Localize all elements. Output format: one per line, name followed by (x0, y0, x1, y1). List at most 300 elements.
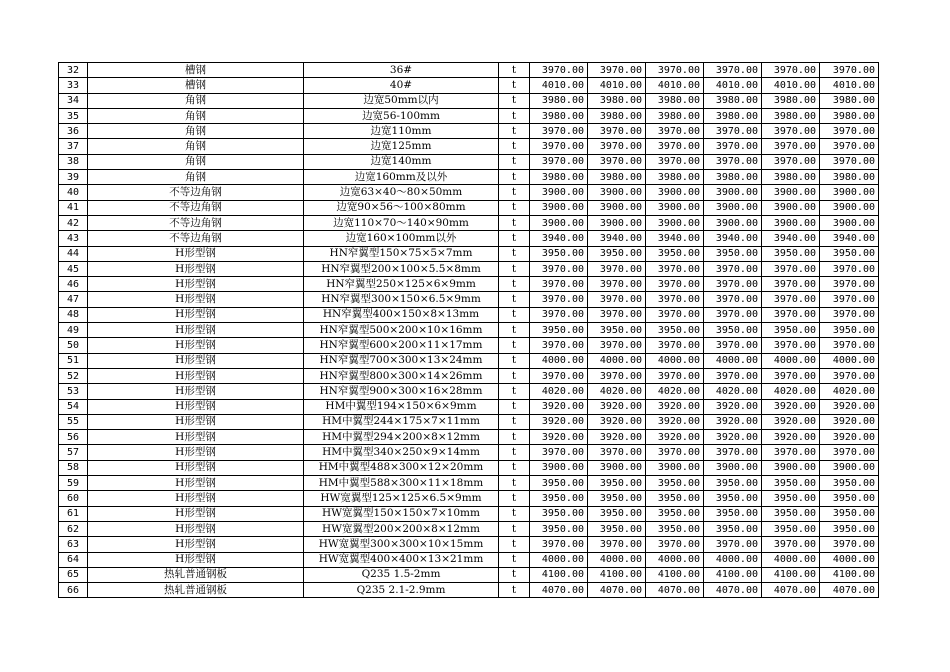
material-name-cell: 不等边角钢 (88, 185, 304, 200)
price-cell: 4100.00 (704, 567, 762, 582)
unit-cell: t (499, 506, 530, 521)
specification-cell: HM中翼型340×250×9×14mm (304, 445, 499, 460)
price-cell: 3970.00 (530, 537, 588, 552)
price-cell: 4020.00 (820, 384, 879, 399)
price-cell: 3970.00 (588, 124, 646, 139)
specification-cell: 边宽160×100mm以外 (304, 231, 499, 246)
price-cell: 3920.00 (762, 414, 820, 429)
price-cell: 3970.00 (820, 368, 879, 383)
price-cell: 3900.00 (704, 200, 762, 215)
material-name-cell: 热轧普通钢板 (88, 583, 304, 598)
price-cell: 3920.00 (588, 430, 646, 445)
price-cell: 3950.00 (588, 491, 646, 506)
unit-cell: t (499, 323, 530, 338)
price-cell: 3950.00 (588, 246, 646, 261)
price-cell: 4100.00 (530, 567, 588, 582)
price-cell: 4010.00 (646, 78, 704, 93)
price-cell: 4010.00 (588, 78, 646, 93)
price-cell: 3950.00 (646, 246, 704, 261)
price-cell: 3900.00 (588, 185, 646, 200)
price-cell: 3950.00 (820, 506, 879, 521)
unit-cell: t (499, 277, 530, 292)
price-cell: 4000.00 (704, 552, 762, 567)
unit-cell: t (499, 307, 530, 322)
material-name-cell: 不等边角钢 (88, 200, 304, 215)
price-cell: 3970.00 (762, 261, 820, 276)
price-cell: 3950.00 (762, 506, 820, 521)
price-cell: 3970.00 (588, 139, 646, 154)
price-cell: 3950.00 (530, 476, 588, 491)
price-cell: 3970.00 (704, 537, 762, 552)
specification-cell: HN窄翼型200×100×5.5×8mm (304, 261, 499, 276)
specification-cell: Q235 1.5-2mm (304, 567, 499, 582)
price-cell: 3900.00 (762, 200, 820, 215)
specification-cell: HN窄翼型700×300×13×24mm (304, 353, 499, 368)
unit-cell: t (499, 185, 530, 200)
table-row (59, 430, 879, 445)
table-row (59, 261, 879, 276)
material-name-cell: 角钢 (88, 139, 304, 154)
material-name-cell: H形型钢 (88, 537, 304, 552)
material-name-cell: H形型钢 (88, 476, 304, 491)
price-cell: 3940.00 (820, 231, 879, 246)
price-cell: 3920.00 (588, 399, 646, 414)
unit-cell: t (499, 368, 530, 383)
price-cell: 3970.00 (646, 368, 704, 383)
price-cell: 3970.00 (646, 292, 704, 307)
price-cell: 3950.00 (820, 521, 879, 536)
price-cell: 3940.00 (704, 231, 762, 246)
price-cell: 3970.00 (762, 139, 820, 154)
price-cell: 3970.00 (820, 261, 879, 276)
price-cell: 4020.00 (588, 384, 646, 399)
unit-cell: t (499, 460, 530, 475)
price-cell: 4000.00 (588, 552, 646, 567)
material-name-cell: 不等边角钢 (88, 215, 304, 230)
price-cell: 3980.00 (646, 170, 704, 185)
price-cell: 4020.00 (704, 384, 762, 399)
price-cell: 3970.00 (820, 154, 879, 169)
specification-cell: HW宽翼型400×400×13×21mm (304, 552, 499, 567)
price-cell: 3920.00 (530, 430, 588, 445)
row-number-cell: 55 (59, 414, 88, 429)
table-row (59, 491, 879, 506)
price-cell: 3980.00 (588, 170, 646, 185)
row-number-cell: 53 (59, 384, 88, 399)
price-cell: 3900.00 (646, 460, 704, 475)
table-row (59, 414, 879, 429)
specification-cell: 边宽125mm (304, 139, 499, 154)
price-cell: 3970.00 (646, 63, 704, 78)
specification-cell: HN窄翼型500×200×10×16mm (304, 323, 499, 338)
price-cell: 3980.00 (704, 108, 762, 123)
price-cell: 3970.00 (588, 307, 646, 322)
price-cell: 3900.00 (646, 215, 704, 230)
row-number-cell: 63 (59, 537, 88, 552)
row-number-cell: 59 (59, 476, 88, 491)
price-cell: 3920.00 (588, 414, 646, 429)
price-cell: 3950.00 (704, 521, 762, 536)
price-cell: 4010.00 (820, 78, 879, 93)
price-cell: 3950.00 (704, 323, 762, 338)
table-row (59, 63, 879, 78)
price-cell: 3950.00 (588, 476, 646, 491)
table-row (59, 93, 879, 108)
material-name-cell: 不等边角钢 (88, 231, 304, 246)
price-cell: 4020.00 (762, 384, 820, 399)
unit-cell: t (499, 521, 530, 536)
price-cell: 3980.00 (820, 170, 879, 185)
table-row (59, 292, 879, 307)
price-cell: 3970.00 (704, 63, 762, 78)
unit-cell: t (499, 338, 530, 353)
specification-cell: HW宽翼型300×300×10×15mm (304, 537, 499, 552)
price-cell: 3980.00 (704, 170, 762, 185)
specification-cell: 40# (304, 78, 499, 93)
price-cell: 3970.00 (820, 537, 879, 552)
material-name-cell: H形型钢 (88, 384, 304, 399)
row-number-cell: 43 (59, 231, 88, 246)
table-row (59, 567, 879, 582)
price-cell: 3970.00 (588, 338, 646, 353)
material-name-cell: H形型钢 (88, 261, 304, 276)
unit-cell: t (499, 583, 530, 598)
material-name-cell: H形型钢 (88, 399, 304, 414)
price-cell: 3970.00 (820, 307, 879, 322)
price-cell: 3980.00 (588, 93, 646, 108)
row-number-cell: 57 (59, 445, 88, 460)
price-cell: 3970.00 (530, 338, 588, 353)
specification-cell: HN窄翼型250×125×6×9mm (304, 277, 499, 292)
price-cell: 3920.00 (704, 414, 762, 429)
specification-cell: 边宽160mm及以外 (304, 170, 499, 185)
table-row (59, 215, 879, 230)
unit-cell: t (499, 491, 530, 506)
price-cell: 3900.00 (588, 215, 646, 230)
row-number-cell: 66 (59, 583, 88, 598)
table-row (59, 139, 879, 154)
row-number-cell: 34 (59, 93, 88, 108)
price-cell: 4000.00 (762, 552, 820, 567)
price-cell: 3970.00 (530, 261, 588, 276)
price-cell: 3950.00 (530, 246, 588, 261)
row-number-cell: 56 (59, 430, 88, 445)
unit-cell: t (499, 63, 530, 78)
unit-cell: t (499, 445, 530, 460)
specification-cell: HN窄翼型400×150×8×13mm (304, 307, 499, 322)
table-row (59, 231, 879, 246)
material-name-cell: H形型钢 (88, 353, 304, 368)
price-cell: 4010.00 (530, 78, 588, 93)
unit-cell: t (499, 537, 530, 552)
price-cell: 3920.00 (820, 414, 879, 429)
price-cell: 3970.00 (646, 154, 704, 169)
price-cell: 3980.00 (646, 108, 704, 123)
row-number-cell: 45 (59, 261, 88, 276)
unit-cell: t (499, 154, 530, 169)
price-cell: 3950.00 (762, 476, 820, 491)
price-cell: 4100.00 (588, 567, 646, 582)
price-cell: 3920.00 (820, 430, 879, 445)
price-cell: 4010.00 (704, 78, 762, 93)
price-cell: 3950.00 (820, 246, 879, 261)
price-cell: 3920.00 (530, 414, 588, 429)
price-cell: 4000.00 (646, 353, 704, 368)
price-cell: 3970.00 (762, 277, 820, 292)
specification-cell: HM中翼型294×200×8×12mm (304, 430, 499, 445)
unit-cell: t (499, 231, 530, 246)
material-name-cell: H形型钢 (88, 277, 304, 292)
price-cell: 3980.00 (762, 108, 820, 123)
price-cell: 3970.00 (820, 63, 879, 78)
price-cell: 3970.00 (588, 154, 646, 169)
price-cell: 3920.00 (530, 399, 588, 414)
row-number-cell: 50 (59, 338, 88, 353)
table-row (59, 552, 879, 567)
row-number-cell: 41 (59, 200, 88, 215)
price-cell: 3940.00 (588, 231, 646, 246)
unit-cell: t (499, 292, 530, 307)
material-name-cell: H形型钢 (88, 307, 304, 322)
price-cell: 3900.00 (820, 185, 879, 200)
material-name-cell: H形型钢 (88, 292, 304, 307)
material-name-cell: 角钢 (88, 154, 304, 169)
row-number-cell: 60 (59, 491, 88, 506)
price-cell: 3950.00 (646, 491, 704, 506)
unit-cell: t (499, 399, 530, 414)
price-cell: 3970.00 (530, 63, 588, 78)
unit-cell: t (499, 384, 530, 399)
price-cell: 3980.00 (530, 170, 588, 185)
price-cell: 3980.00 (820, 108, 879, 123)
price-cell: 3970.00 (704, 368, 762, 383)
material-name-cell: H形型钢 (88, 323, 304, 338)
price-cell: 3900.00 (530, 215, 588, 230)
price-cell: 3980.00 (588, 108, 646, 123)
price-cell: 3950.00 (530, 506, 588, 521)
row-number-cell: 44 (59, 246, 88, 261)
price-cell: 4000.00 (762, 353, 820, 368)
row-number-cell: 64 (59, 552, 88, 567)
material-name-cell: 角钢 (88, 170, 304, 185)
unit-cell: t (499, 78, 530, 93)
row-number-cell: 39 (59, 170, 88, 185)
price-cell: 4100.00 (646, 567, 704, 582)
row-number-cell: 46 (59, 277, 88, 292)
price-cell: 3970.00 (530, 154, 588, 169)
price-cell: 3900.00 (762, 185, 820, 200)
row-number-cell: 61 (59, 506, 88, 521)
price-cell: 3970.00 (646, 277, 704, 292)
price-cell: 4070.00 (762, 583, 820, 598)
price-cell: 3950.00 (820, 323, 879, 338)
price-cell: 3920.00 (762, 430, 820, 445)
row-number-cell: 52 (59, 368, 88, 383)
table-row (59, 399, 879, 414)
table-row (59, 445, 879, 460)
price-cell: 3950.00 (704, 476, 762, 491)
specification-cell: HW宽翼型200×200×8×12mm (304, 521, 499, 536)
price-cell: 3970.00 (704, 139, 762, 154)
price-cell: 4000.00 (646, 552, 704, 567)
price-cell: 4020.00 (530, 384, 588, 399)
price-cell: 3950.00 (820, 491, 879, 506)
specification-cell: 边宽50mm以内 (304, 93, 499, 108)
specification-cell: HN窄翼型900×300×16×28mm (304, 384, 499, 399)
price-cell: 3970.00 (704, 261, 762, 276)
material-name-cell: 角钢 (88, 108, 304, 123)
table-row (59, 185, 879, 200)
price-cell: 3970.00 (646, 445, 704, 460)
row-number-cell: 40 (59, 185, 88, 200)
unit-cell: t (499, 215, 530, 230)
price-cell: 3950.00 (588, 521, 646, 536)
specification-cell: HN窄翼型800×300×14×26mm (304, 368, 499, 383)
material-name-cell: 热轧普通钢板 (88, 567, 304, 582)
table-row (59, 124, 879, 139)
price-cell: 4000.00 (588, 353, 646, 368)
specification-cell: 边宽63×40～80×50mm (304, 185, 499, 200)
price-cell: 3970.00 (588, 445, 646, 460)
price-cell: 3900.00 (704, 185, 762, 200)
price-cell: 3970.00 (588, 261, 646, 276)
price-cell: 3970.00 (530, 445, 588, 460)
price-cell: 3970.00 (646, 338, 704, 353)
price-cell: 3950.00 (646, 521, 704, 536)
price-cell: 3970.00 (704, 277, 762, 292)
material-name-cell: 角钢 (88, 93, 304, 108)
price-cell: 3970.00 (530, 124, 588, 139)
material-name-cell: H形型钢 (88, 460, 304, 475)
price-cell: 3980.00 (704, 93, 762, 108)
price-table (58, 62, 879, 598)
price-cell: 3970.00 (646, 124, 704, 139)
table-row (59, 323, 879, 338)
material-name-cell: H形型钢 (88, 491, 304, 506)
unit-cell: t (499, 124, 530, 139)
specification-cell: HN窄翼型600×200×11×17mm (304, 338, 499, 353)
specification-cell: HM中翼型244×175×7×11mm (304, 414, 499, 429)
price-cell: 3900.00 (530, 200, 588, 215)
material-name-cell: 角钢 (88, 124, 304, 139)
table-row (59, 78, 879, 93)
row-number-cell: 54 (59, 399, 88, 414)
price-cell: 3900.00 (762, 460, 820, 475)
unit-cell: t (499, 139, 530, 154)
material-name-cell: H形型钢 (88, 445, 304, 460)
price-cell: 3970.00 (762, 368, 820, 383)
price-cell: 3970.00 (820, 445, 879, 460)
price-cell: 3950.00 (704, 246, 762, 261)
specification-cell: HN窄翼型300×150×6.5×9mm (304, 292, 499, 307)
price-cell: 3950.00 (820, 476, 879, 491)
unit-cell: t (499, 414, 530, 429)
price-cell: 3920.00 (646, 430, 704, 445)
price-cell: 4070.00 (646, 583, 704, 598)
price-cell: 4070.00 (530, 583, 588, 598)
table-row (59, 200, 879, 215)
row-number-cell: 47 (59, 292, 88, 307)
row-number-cell: 32 (59, 63, 88, 78)
price-cell: 3970.00 (704, 445, 762, 460)
material-name-cell: H形型钢 (88, 430, 304, 445)
price-cell: 3970.00 (588, 368, 646, 383)
price-cell: 4000.00 (820, 353, 879, 368)
row-number-cell: 65 (59, 567, 88, 582)
unit-cell: t (499, 261, 530, 276)
price-cell: 4070.00 (704, 583, 762, 598)
price-cell: 3970.00 (762, 445, 820, 460)
row-number-cell: 49 (59, 323, 88, 338)
price-cell: 3950.00 (530, 491, 588, 506)
unit-cell: t (499, 200, 530, 215)
unit-cell: t (499, 93, 530, 108)
row-number-cell: 36 (59, 124, 88, 139)
price-cell: 3900.00 (646, 200, 704, 215)
price-cell: 3920.00 (704, 430, 762, 445)
price-cell: 3950.00 (704, 491, 762, 506)
table-row (59, 537, 879, 552)
price-cell: 3980.00 (646, 93, 704, 108)
price-cell: 3900.00 (588, 200, 646, 215)
price-cell: 3970.00 (762, 338, 820, 353)
table-row (59, 384, 879, 399)
material-name-cell: H形型钢 (88, 246, 304, 261)
table-row (59, 521, 879, 536)
price-cell: 3970.00 (704, 154, 762, 169)
price-cell: 3900.00 (820, 460, 879, 475)
price-cell: 3980.00 (762, 170, 820, 185)
table-row (59, 353, 879, 368)
material-name-cell: H形型钢 (88, 506, 304, 521)
price-cell: 4070.00 (588, 583, 646, 598)
price-cell: 3950.00 (646, 323, 704, 338)
table-row (59, 368, 879, 383)
table-row (59, 170, 879, 185)
price-cell: 3900.00 (530, 185, 588, 200)
material-name-cell: H形型钢 (88, 552, 304, 567)
table-row (59, 338, 879, 353)
table-row (59, 277, 879, 292)
price-cell: 3940.00 (762, 231, 820, 246)
price-cell: 3970.00 (704, 124, 762, 139)
row-number-cell: 42 (59, 215, 88, 230)
material-name-cell: 槽钢 (88, 63, 304, 78)
table-row (59, 583, 879, 598)
price-cell: 3970.00 (820, 277, 879, 292)
material-name-cell: H形型钢 (88, 521, 304, 536)
price-cell: 3970.00 (530, 292, 588, 307)
row-number-cell: 58 (59, 460, 88, 475)
price-cell: 4000.00 (530, 353, 588, 368)
price-cell: 3950.00 (646, 506, 704, 521)
specification-cell: HM中翼型194×150×6×9mm (304, 399, 499, 414)
unit-cell: t (499, 567, 530, 582)
price-cell: 3920.00 (820, 399, 879, 414)
row-number-cell: 51 (59, 353, 88, 368)
unit-cell: t (499, 353, 530, 368)
unit-cell: t (499, 430, 530, 445)
price-cell: 3970.00 (704, 338, 762, 353)
price-cell: 3900.00 (588, 460, 646, 475)
price-cell: 4000.00 (820, 552, 879, 567)
price-cell: 3980.00 (530, 93, 588, 108)
material-name-cell: H形型钢 (88, 414, 304, 429)
specification-cell: HW宽翼型150×150×7×10mm (304, 506, 499, 521)
price-cell: 3950.00 (530, 521, 588, 536)
table-row (59, 476, 879, 491)
price-cell: 3980.00 (530, 108, 588, 123)
